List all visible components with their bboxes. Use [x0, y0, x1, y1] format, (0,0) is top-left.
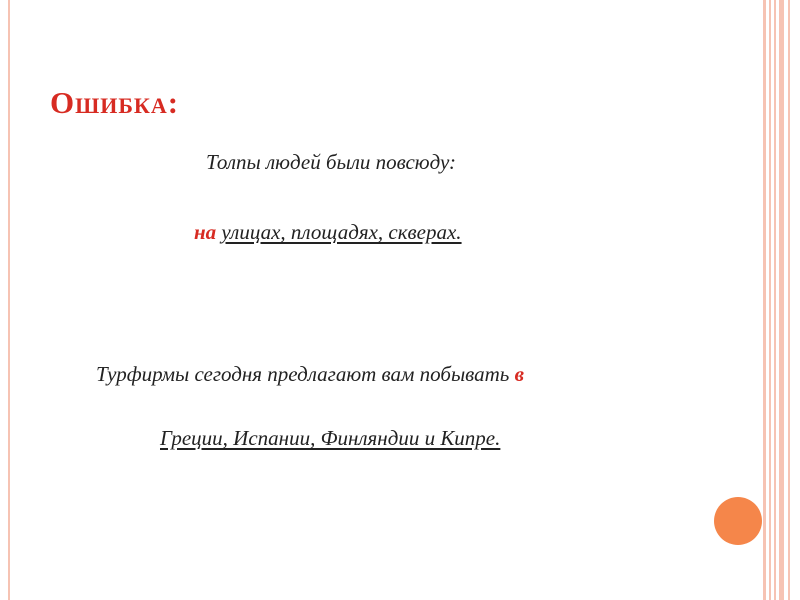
example2-places: Греции, Испании, Финляндии и Кипре.: [160, 426, 501, 450]
example2-sentence-line: [96, 362, 524, 387]
example1-places: улицах, площадях, скверах.: [221, 220, 462, 244]
example1-places-line: [194, 220, 462, 245]
example1-sentence: Толпы людей были повсюду:: [206, 150, 456, 174]
right-decor-stripe: [763, 0, 766, 600]
example2-places-line: [160, 426, 500, 451]
right-decor-stripe: [779, 0, 784, 600]
example2-preposition: в: [514, 362, 525, 386]
example1-preposition: на: [194, 220, 217, 244]
decorative-circle: [714, 497, 762, 545]
right-decor-stripe: [769, 0, 771, 600]
right-decor-stripe: [788, 0, 790, 600]
right-decor-stripe: [774, 0, 776, 600]
example2-sentence: Турфирмы сегодня предлагают вам побывать: [96, 362, 510, 386]
slide-title: Ошибка:: [50, 85, 180, 120]
left-border-line: [8, 0, 10, 600]
